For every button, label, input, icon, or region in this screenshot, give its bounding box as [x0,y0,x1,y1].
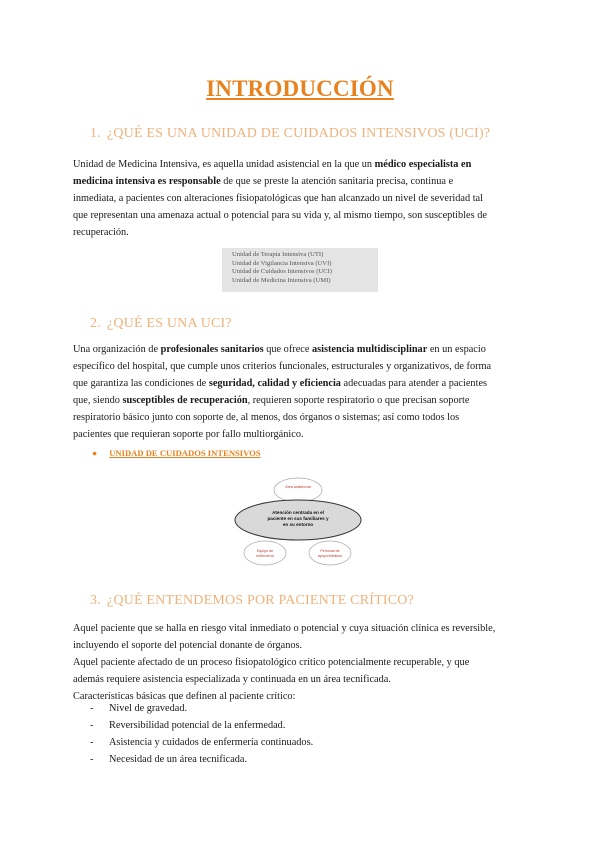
text-line: que representan una amenaza actual o potencial para su vida y, al mismo tiempo, son susceptibles de [73,210,487,221]
bold-text: susceptibles de recuperación [122,395,248,406]
document-title: INTRODUCCIÓN [206,76,394,101]
section-2-paragraph [73,341,528,443]
unit-names-figure [222,248,378,292]
section-3-heading [90,593,414,609]
dash-marker: - [90,720,94,731]
text-run: Unidad de Medicina Intensiva, es aquella unidad asistencial en la que un [73,159,375,170]
section-number: 3. [90,593,101,608]
bold-text: profesionales sanitarios [160,344,264,355]
diagram-center-line: Atención centrada en el [272,510,324,515]
text-line [73,173,528,190]
text-line: Aquel paciente que se halla en riesgo vital inmediato o potencial y cuya situación clínica es reversible, [73,623,496,634]
text-run: de que se preste la atención sanitaria precisa, continua e [220,176,454,187]
list-item-text: Necesidad de un área tecnificada. [109,754,248,765]
section-3-paragraph [73,620,528,705]
section-1-paragraph [73,156,528,241]
text-line: recuperación. [73,227,129,238]
diagram-top-label: Área asistencial [285,485,311,489]
list-item: Unidad de Cuidados Intensivos (UCI) [232,268,332,276]
diagram-center-line: en su entorno [282,522,314,527]
text-line [73,375,528,392]
text-line: además requiere asistencia especializada y continuada en un área tecnificada. [73,674,391,685]
diagram-top-ellipse [274,478,322,502]
bold-text: medicina intensiva es responsable [73,176,221,187]
bold-text: médico especialista en [374,159,472,170]
list-item [73,700,313,717]
text-run: que garantiza las condiciones de [73,378,209,389]
section-2-heading [90,316,232,332]
care-diagram [232,470,362,580]
dash-marker: - [90,737,94,748]
list-item: Unidad de Vigilancia Intensiva (UVI) [232,259,332,267]
list-item-text: Reversibilidad potencial de la enfermedad. [109,720,286,731]
dash-marker: - [90,754,94,765]
bold-text: asistencia multidisciplinar [311,344,428,355]
dash-marker: - [90,703,94,714]
text-line [73,156,528,173]
text-line: respiratorio básico junto con soporte de, al menos, dos órganos o sistemas; así como todos los [73,412,460,423]
bold-text: seguridad, calidad y eficiencia [208,378,341,389]
section-number: 2. [90,316,101,331]
list-item [73,734,313,751]
diagram-left-label: enfermería [256,554,274,558]
diagram-right-label: Personal de [320,549,340,553]
diagram-center-line: paciente en sus familiares y [267,516,329,521]
unit-names-list [222,248,378,285]
diagram-left-label: Equipo de [256,549,274,553]
diagram-right-label: apoyo/médicos [317,554,343,558]
section-title: ¿QUÉ ES UNA UNIDAD DE CUIDADOS INTENSIVOS (UCI)? [106,126,491,141]
section-title: ¿QUÉ ENTENDEMOS POR PACIENTE CRÍTICO? [106,593,415,608]
list-item-text: Nivel de gravedad. [109,703,188,714]
text-line [73,341,528,358]
list-item [73,717,313,734]
list-item: Unidad de Terapia Intensiva (UTI) [232,251,324,258]
text-line: Características básicas que definen al paciente crítico: [73,691,296,702]
bullet-item [92,448,261,458]
text-run: , requieren soporte respiratorio o que precisan soporte [247,395,470,406]
diagram-right-ellipse [309,541,351,565]
text-run: Una organización de [73,344,161,355]
text-run: que ofrece [263,344,312,355]
text-run: que, siendo [73,395,123,406]
list-item [73,751,313,768]
text-line [73,392,528,409]
section-title: ¿QUÉ ES UNA UCI? [106,316,232,331]
characteristics-list [73,700,313,768]
bullet-label: UNIDAD DE CUIDADOS INTENSIVOS [109,448,261,458]
text-line: pacientes que requieran soporte por fallo multiorgánico. [73,429,304,440]
text-run: en un espacio [427,344,486,355]
text-line: específico del hospital, que cumple unos criterios funcionales, estructurales y organizativos, de forma [73,361,492,372]
text-line: incluyendo el soporte del potencial donante de órganos. [73,640,303,651]
list-item: Unidad de Medicina Intensiva (UMI) [232,276,331,284]
text-run: adecuadas para atender a pacientes [340,378,488,389]
text-line: inmediata, a pacientes con alteraciones fisiopatológicas que han alcanzado un nivel de severidad tal [73,193,483,204]
section-1-heading [90,126,490,142]
text-line: Aquel paciente afectado de un proceso fisiopatológico crítico potencialmente recuperable, y que [73,657,470,668]
diagram-left-ellipse [244,541,286,565]
section-number: 1. [90,126,101,141]
list-item-text: Asistencia y cuidados de enfermería continuados. [109,737,314,748]
bullet-dot-icon: ● [92,448,98,458]
